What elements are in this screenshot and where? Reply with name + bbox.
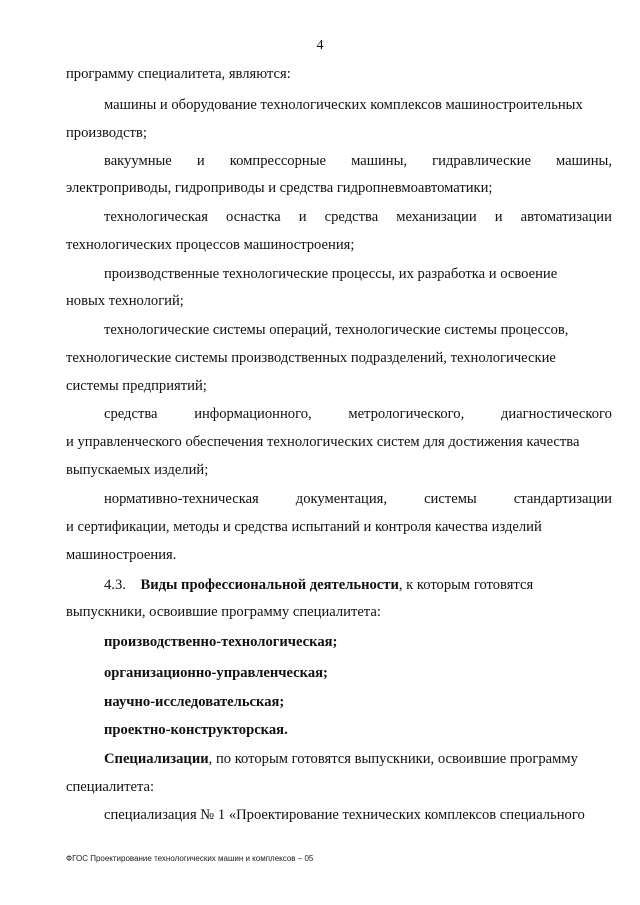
intro-line: программу специалитета, являются: <box>66 66 291 82</box>
page-footer: ФГОС Проектирование технологических машин и комплексов – 05 <box>66 854 314 863</box>
paragraph-tooling-line-2: технологических процессов машиностроения; <box>66 237 355 253</box>
paragraph-systems-line-3: системы предприятий; <box>66 378 207 394</box>
paragraph-means-line-2: и управленческого обеспечения технологических систем для достижения качества <box>66 434 580 450</box>
word: и <box>494 209 503 225</box>
word: диагностического <box>500 406 612 422</box>
paragraph-processes-line-1: производственные технологические процессы, их разработка и освоение <box>104 266 558 282</box>
section-heading: Виды профессиональной деятельности <box>140 577 399 593</box>
specializations-line-1 <box>104 750 578 768</box>
activity-item: научно-исследовательская; <box>104 694 285 710</box>
paragraph-normative-line-1 <box>104 490 612 508</box>
specialization-1-line: специализация № 1 «Проектирование технических комплексов специального <box>104 807 585 823</box>
word: и <box>298 209 307 225</box>
paragraph-tooling-line-1 <box>104 208 612 226</box>
paragraph-means-line-1 <box>104 405 612 423</box>
section-4-3-line-1 <box>104 576 533 594</box>
word: метрологического, <box>348 406 465 422</box>
word: средства <box>324 209 379 225</box>
section-number: 4.3. <box>104 577 126 593</box>
paragraph-vacuum-line-1 <box>104 152 612 170</box>
word: механизации <box>396 209 477 225</box>
word: вакуумные <box>104 153 172 169</box>
word: информационного, <box>194 406 312 422</box>
paragraph-processes-line-2: новых технологий; <box>66 293 184 309</box>
specializations-rest: , по которым готовятся выпускники, освоившие программу <box>208 751 578 767</box>
word: системы <box>424 491 477 507</box>
word: оснастка <box>226 209 281 225</box>
activity-item: проектно-конструкторская. <box>104 722 288 738</box>
word: компрессорные <box>229 153 326 169</box>
paragraph-normative-line-2: и сертификации, методы и средства испытаний и контроля качества изделий <box>66 519 542 535</box>
word: гидравлические <box>432 153 531 169</box>
word: автоматизации <box>520 209 612 225</box>
paragraph-machines-line-1: машины и оборудование технологических комплексов машиностроительных <box>104 97 583 113</box>
paragraph-systems-line-2: технологические системы производственных подразделений, технологические <box>66 350 556 366</box>
section-heading-rest: , к которым готовятся <box>398 577 534 593</box>
activity-item: производственно-технологическая; <box>104 634 338 650</box>
paragraph-normative-line-3: машиностроения. <box>66 547 177 563</box>
paragraph-vacuum-line-2: электроприводы, гидроприводы и средства гидропневмоавтоматики; <box>66 180 493 196</box>
specializations-line-2: специалитета: <box>66 779 155 795</box>
word: и <box>196 153 205 169</box>
word: нормативно-техническая <box>104 491 259 507</box>
section-4-3-line-2: выпускники, освоившие программу специалитета: <box>66 604 381 620</box>
activity-item: организационно-управленческая; <box>104 665 328 681</box>
word: машины, <box>556 153 612 169</box>
page-number: 4 <box>316 38 324 53</box>
paragraph-machines-line-2: производств; <box>66 125 147 141</box>
word: средства <box>104 406 158 422</box>
paragraph-systems-line-1: технологические системы операций, технологические системы процессов, <box>104 322 569 338</box>
word: стандартизации <box>513 491 612 507</box>
word: машины, <box>351 153 408 169</box>
paragraph-means-line-3: выпускаемых изделий; <box>66 462 209 478</box>
word: технологическая <box>104 209 208 225</box>
specializations-heading: Специализации <box>104 751 209 767</box>
word: документация, <box>295 491 388 507</box>
